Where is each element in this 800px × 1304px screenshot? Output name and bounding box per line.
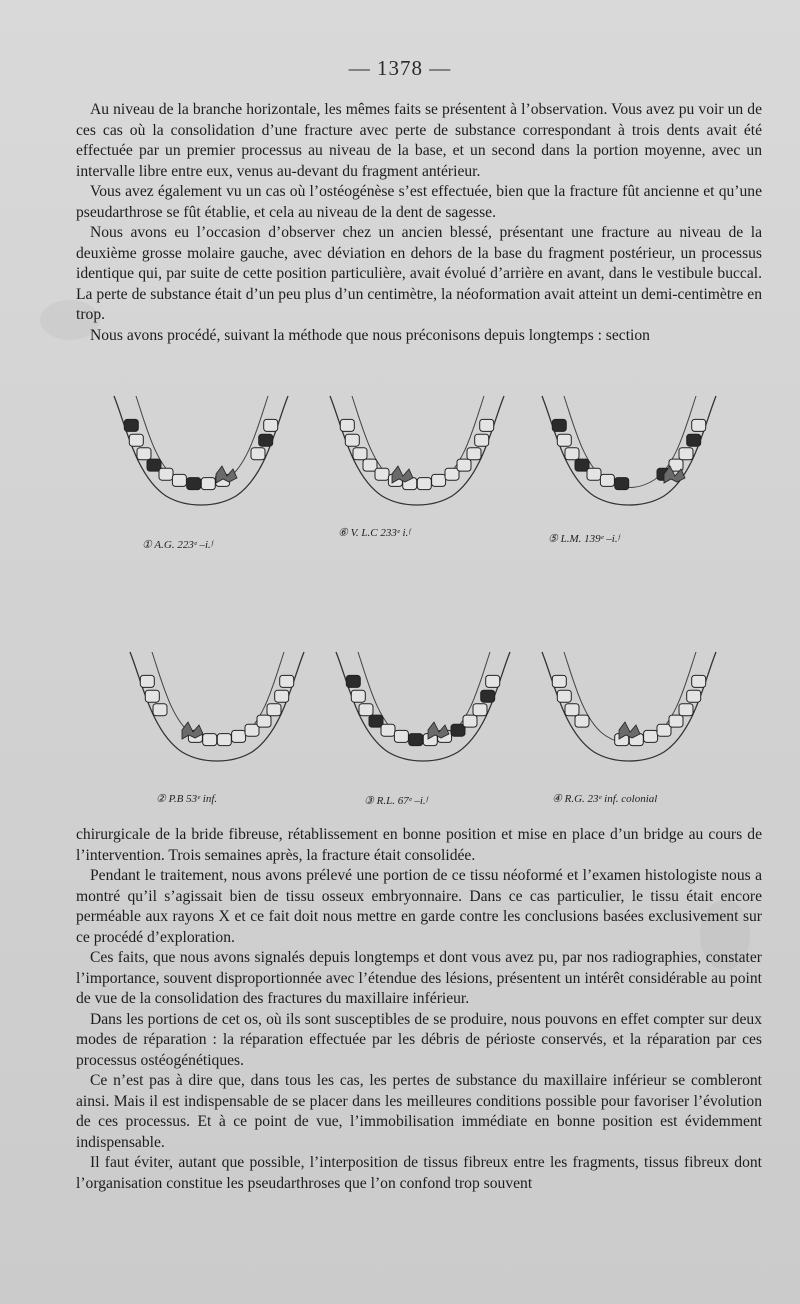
tooth	[565, 704, 579, 716]
jaw-figure	[96, 386, 306, 576]
paragraph: Nous avons procédé, suivant la méthode que nous préconisons depuis longtemps : section	[90, 326, 650, 344]
tooth	[172, 474, 186, 486]
tooth	[267, 704, 281, 716]
tooth	[552, 419, 566, 431]
mandible-drawing	[112, 642, 322, 782]
tooth	[203, 734, 217, 746]
tooth	[565, 448, 579, 460]
tooth	[679, 448, 693, 460]
tooth	[137, 448, 151, 460]
tooth	[600, 474, 614, 486]
tooth	[340, 419, 354, 431]
tooth	[232, 730, 246, 742]
paragraph: chirurgicale de la bride fibreuse, rétablissement en bonne position et mise en place d’un bridge au cours de l’intervention. Trois semaines après, la fracture était consolidée.	[76, 826, 762, 864]
tooth	[346, 675, 360, 687]
jaw-figure	[524, 642, 734, 832]
paragraph: Ce n’est pas à dire que, dans tous les cas, les pertes de substance du maxillaire inférieur se combleront ainsi. Mais il est indispensable de se placer dans les meilleures conditions possible pour favoriser l’évolution de ces processus. Et à ce point de vue, l’immobilisation immédiate en bonne position est évidemment indispensable.	[76, 1072, 762, 1151]
tooth	[359, 704, 373, 716]
tooth	[153, 704, 167, 716]
figure-caption: ⑥ V. L.C 233ᵉ i.ᶠ	[338, 527, 411, 539]
tooth	[552, 675, 566, 687]
tooth	[669, 715, 683, 727]
tooth	[481, 690, 495, 702]
figure-caption: ③ R.L. 67ᵉ –i.ᶠ	[364, 795, 428, 807]
tooth	[201, 478, 215, 490]
tooth	[264, 419, 278, 431]
jaw-inner-outline	[152, 652, 284, 744]
mandible-drawing	[524, 642, 734, 782]
tooth	[475, 434, 489, 446]
tooth	[687, 434, 701, 446]
top-text-block	[76, 100, 762, 346]
figure-caption: ④ R.G. 23ᵉ inf. colonial	[552, 793, 658, 805]
jaw-inner-outline	[352, 396, 484, 488]
tooth	[145, 690, 159, 702]
tooth	[129, 434, 143, 446]
tooth	[486, 675, 500, 687]
tooth	[679, 704, 693, 716]
tooth	[259, 434, 273, 446]
jaw-figures	[96, 386, 776, 816]
tooth	[381, 724, 395, 736]
tooth	[417, 478, 431, 490]
tooth	[409, 734, 423, 746]
tooth	[615, 478, 629, 490]
tooth	[692, 419, 706, 431]
jaw-inner-outline	[564, 652, 696, 744]
tooth	[557, 690, 571, 702]
mandible-drawing	[524, 386, 734, 526]
tooth	[345, 434, 359, 446]
tooth	[644, 730, 658, 742]
tooth	[394, 730, 408, 742]
tooth	[692, 675, 706, 687]
tooth	[257, 715, 271, 727]
tooth	[140, 675, 154, 687]
tooth	[575, 715, 589, 727]
tooth	[473, 704, 487, 716]
paragraph: Au niveau de la branche horizontale, les mêmes faits se présentent à l’observation. Vous avez pu voir un de ces cas où la consolidation d’une fracture avec perte de substance correspondant à trois dents avait été effectuée par un premier processus au niveau de la base, et un second dans la portion moyenne, avec un intervalle libre entre eux, venus au-devant du fragment antérieur.	[76, 101, 762, 180]
bottom-text-block	[76, 825, 762, 1194]
tooth	[187, 478, 201, 490]
mandible-drawing	[96, 386, 306, 526]
tooth	[217, 734, 231, 746]
figure-caption: ① A.G. 223ᵉ –i.ᶠ	[142, 539, 213, 551]
jaw-figure	[318, 642, 528, 832]
tooth	[124, 419, 138, 431]
tooth	[480, 419, 494, 431]
figure-caption: ⑤ L.M. 139ᵉ –i.ᶠ	[548, 533, 620, 545]
jaw-inner-outline	[136, 396, 268, 488]
tooth	[353, 448, 367, 460]
tooth	[457, 459, 471, 471]
jaw-figure	[112, 642, 322, 832]
tooth	[251, 448, 265, 460]
tooth	[275, 690, 289, 702]
paragraph: Ces faits, que nous avons signalés depuis longtemps et dont vous avez pu, par nos radiographies, constater l’importance, souvent disproportionnée avec l’étendue des lésions, présentent un intérêt considérable au point de vue de la consolidation des fractures du maxillaire inférieur.	[76, 949, 762, 1007]
jaw-inner-outline	[564, 396, 696, 488]
page-number: — 1378 —	[348, 56, 452, 80]
paragraph: Vous avez également vu un cas où l’ostéogénèse s’est effectuée, bien que la fracture fût ancienne et qu’une pseudarthrose se fût établie, et cela au niveau de la dent de sagesse.	[76, 183, 762, 221]
tooth	[375, 468, 389, 480]
tooth	[467, 448, 481, 460]
mandible-drawing	[312, 386, 522, 526]
tooth	[351, 690, 365, 702]
figure-caption: ② P.B 53ᵉ inf.	[156, 793, 218, 805]
tooth	[557, 434, 571, 446]
tooth	[159, 468, 173, 480]
tooth	[463, 715, 477, 727]
tooth	[280, 675, 294, 687]
paragraph: Pendant le traitement, nous avons prélevé une portion de ce tissu néoformé et l’examen histologiste nous a montré qu’il s’agissait bien de tissu osseux embryonnaire. Dans ce cas particulier, le tissu était encore perméable aux rayons X et ce fait doit nous mettre en garde contre les conclusions basées exclusivement sur ce procédé d’exploration.	[76, 867, 762, 946]
paragraph: Dans les portions de cet os, où ils sont susceptibles de se produire, nous pouvons en effet compter sur deux modes de réparation : la réparation effectuée par les débris de périoste conservés, et la réparation par ces processus ostéogénétiques.	[76, 1010, 762, 1069]
jaw-figure	[524, 386, 734, 576]
paragraph: Nous avons eu l’occasion d’observer chez un ancien blessé, présentant une fracture au niveau de la deuxième grosse molaire gauche, avec déviation en dehors de la base du fragment postérieur, un processus identique qui, par suite de cette position particulière, avait évolué d’arrière en avant, dans le vestibule buccal. La perte de substance était d’un peu plus d’un centimètre, la néoformation avait atteint un demi-centimètre en trop.	[76, 224, 762, 323]
tooth	[587, 468, 601, 480]
tooth	[687, 690, 701, 702]
jaw-inner-outline	[358, 652, 490, 744]
tooth	[432, 474, 446, 486]
mandible-drawing	[318, 642, 528, 782]
fracture-callus	[216, 466, 237, 483]
paragraph: Il faut éviter, autant que possible, l’interposition de tissus fibreux entre les fragments, tissus fibreux dont l’organisation constitue les pseudarthroses que l’on confond trop souvent	[76, 1154, 762, 1192]
jaw-figure	[312, 386, 522, 576]
